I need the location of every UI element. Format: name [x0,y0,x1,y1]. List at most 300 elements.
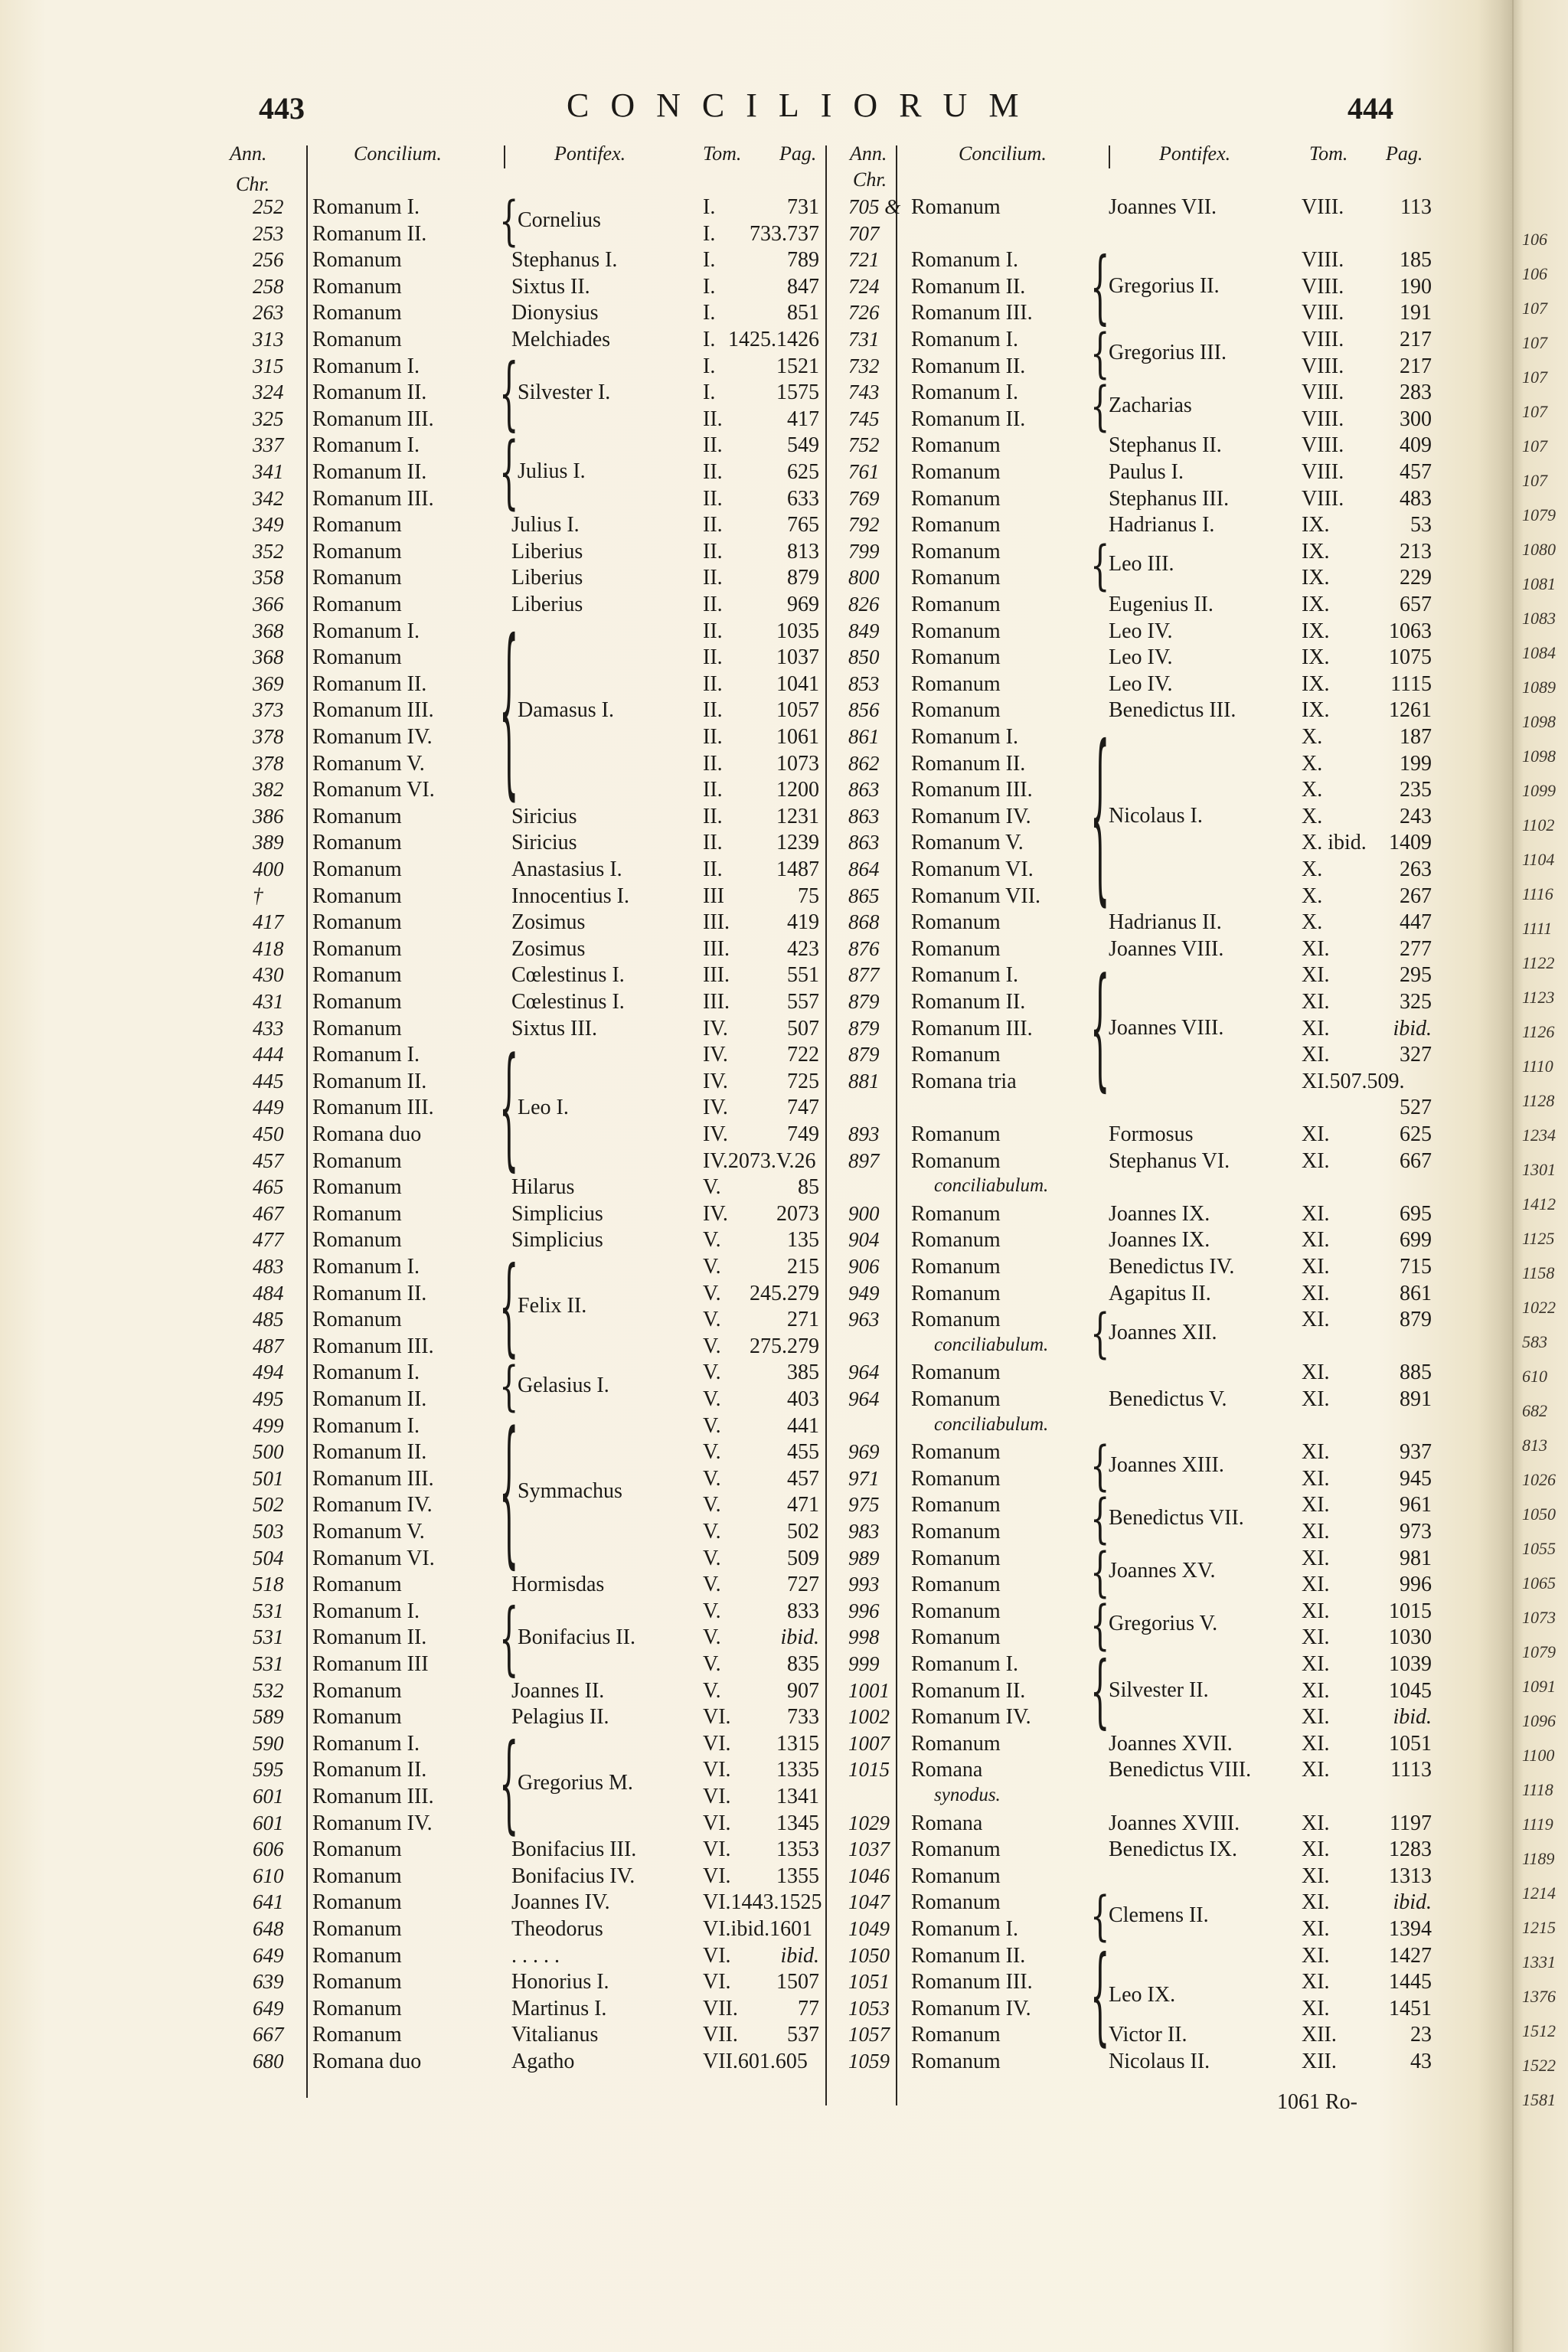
page-cell: 185 [1400,248,1432,273]
tome-cell: II. [703,539,723,564]
pontifex-cell: Innocentius I. [511,884,629,908]
year-cell: 1051 [848,1970,890,1994]
pontifex-cell: Julius I. [511,513,580,537]
edge-number: 610 [1522,1367,1547,1386]
col-header-concilium-right: Concilium. [959,142,1047,165]
tome-cell: III [703,884,724,908]
concilium-cell: Romanum [312,990,402,1014]
tome-cell: IX. [1302,566,1330,590]
page-cell: 1451 [1389,1996,1432,2020]
page-cell: 263 [1400,858,1432,881]
tome-cell: IX. [1302,593,1330,616]
year-cell: 639 [253,1970,284,1994]
concilium-cell: Romanum [911,1148,1001,1173]
page-cell: 243 [1400,804,1432,828]
group-pontifex-label: Felix II. [518,1294,587,1318]
concilium-cell: Romanum [911,195,1001,219]
tome-cell: I. [703,221,716,246]
concilium-cell: Romanum [911,1466,1001,1491]
page-cell: 1345 [776,1811,819,1835]
year-cell: 369 [253,671,284,695]
tome-cell: VIII. [1302,328,1344,351]
tome-cell: I. [703,328,716,351]
page-cell: 1075 [1389,645,1432,670]
group-brace: { [499,605,519,819]
concilium-cell: Romanum [911,1838,1001,1862]
page-cell: 937 [1400,1440,1432,1465]
pontifex-cell: Cœlestinus I. [511,963,625,988]
pontifex-cell: Siricius [511,804,577,828]
pontifex-cell: Sixtus II. [511,274,590,299]
concilium-cell: Romanum I. [911,963,1018,988]
concilium-cell: Romanum [312,513,402,537]
edge-number: 1122 [1522,953,1555,972]
year-cell: 253 [253,221,284,245]
pontifex-cell: Joannes II. [511,1678,605,1703]
year-cell: 386 [253,804,284,828]
concilium-cell: Romanum [911,593,1001,616]
pontifex-cell: Melchiades [511,328,611,351]
pontifex-cell: Simplicius [511,1201,603,1226]
year-cell: 341 [253,460,284,483]
concilium-cell: Romanum [911,513,1001,537]
group-pontifex-label: Silvester I. [518,380,611,404]
year-cell: 1053 [848,1996,890,2020]
page-cell: 113 [1400,195,1432,219]
pontifex-cell: Joannes IX. [1109,1201,1210,1226]
tome-cell: VI.1443.1525 [703,1890,822,1915]
concilium-cell: Romanum [312,1890,402,1915]
tome-cell: XI. [1302,1917,1330,1941]
tome-cell: I. [703,274,716,299]
year-cell: 484 [253,1281,284,1305]
edge-number: 583 [1522,1332,1547,1351]
page-cell: 455 [787,1440,819,1465]
pontifex-cell: Benedictus IV. [1109,1255,1235,1279]
page-cell: 483 [1400,486,1432,511]
year-cell: 503 [253,1520,284,1543]
tome-cell: XI. [1302,1440,1330,1465]
edge-number: 1050 [1522,1504,1556,1524]
page-cell: 235 [1400,778,1432,802]
concilium-cell: Romanum [312,593,402,616]
tome-cell: IX. [1302,513,1330,537]
concilium-cell: Romanum [911,910,1001,935]
concilium-cell: Romanum III. [312,698,434,723]
tome-cell: XI. [1302,1890,1330,1915]
page-cell: 625 [787,460,819,484]
year-cell: 731 [848,328,880,351]
year-cell: 252 [253,195,284,218]
group-brace: { [1090,1646,1110,1738]
year-cell: 531 [253,1652,284,1675]
concilium-cell: Romana tria [911,1069,1017,1093]
year-cell: 324 [253,381,284,404]
concilium-cell: Romanum II. [911,751,1026,776]
tome-cell: XI. [1302,1043,1330,1067]
year-cell: 877 [848,963,880,987]
group-brace: { [1090,1886,1110,1948]
pontifex-cell: Stephanus II. [1109,433,1222,458]
page-cell: 300 [1400,407,1432,431]
concilium-cell: Romanum [911,433,1001,458]
concilium-cell: Romanum II. [312,1440,427,1465]
tome-cell: II. [703,671,723,696]
tome-cell: XI. [1302,1838,1330,1862]
pontifex-cell: Zosimus [511,936,586,961]
edge-number: 1079 [1522,1642,1556,1661]
page-cell: 1057 [776,698,819,723]
page-cell: 1425.1426 [728,328,819,351]
concilium-cell: Romanum [312,1308,402,1332]
page-cell: 1113 [1390,1758,1432,1782]
edge-number: 1080 [1522,540,1556,559]
concilium-cell: Romanum [911,1625,1001,1650]
concilium-cell: Romanum [911,671,1001,696]
tome-cell: IX. [1302,539,1330,564]
year-cell: 263 [253,301,284,325]
page-cell: 191 [1400,301,1432,325]
concilium-cell: Romanum II. [312,1758,427,1782]
year-cell: 904 [848,1228,880,1252]
concilium-cell: Romanum IV. [312,1493,433,1517]
year-cell: 315 [253,354,284,377]
edge-number: 1084 [1522,643,1556,662]
group-pontifex-label: Leo I. [518,1095,569,1119]
concilium-cell: Romanum I. [312,433,420,458]
concilium-cell: Romanum [911,2050,1001,2073]
year-cell: 853 [848,671,880,695]
page-cell: 1427 [1389,1943,1432,1968]
tome-cell: XI. [1302,990,1330,1014]
page-cell: 215 [787,1255,819,1279]
concilium-cell: Romanum [312,1943,402,1968]
col-header-pag-right: Pag. [1386,142,1423,165]
tome-cell: IX. [1302,619,1330,643]
year-cell: 518 [253,1573,284,1596]
tome-cell: V. [703,1466,721,1491]
pontifex-cell: Joannes IV. [511,1890,610,1915]
pontifex-cell: Victor II. [1109,2023,1187,2047]
concilium-cell: Romanum [911,2023,1001,2047]
year-cell: 382 [253,778,284,802]
page-cell: 403 [787,1387,819,1411]
page-cell: 1521 [776,354,819,378]
edge-number: 1158 [1522,1263,1555,1282]
edge-number: 107 [1522,299,1547,318]
concilium-cell: synodus. [934,1785,1001,1805]
edge-number: 107 [1522,436,1547,456]
pontifex-cell: Vitalianus [511,2023,599,2047]
group-brace: { [1090,1542,1110,1603]
concilium-cell: Romanum [911,539,1001,564]
edge-number: 1123 [1522,988,1555,1007]
edge-number: 1096 [1522,1711,1556,1730]
concilium-cell: Romanum I. [312,354,420,378]
tome-cell: IV. [703,1069,728,1093]
concilium-cell: Romanum III. [911,301,1033,325]
concilium-cell: Romanum II. [312,381,427,405]
concilium-cell: Romanum III. [312,486,434,511]
tome-cell: II. [703,858,723,881]
group-brace: { [1090,376,1110,438]
page-cell: 271 [787,1308,819,1332]
tome-cell: X. [1302,884,1323,908]
concilium-cell: Romanum II. [911,1943,1026,1968]
tome-cell: VIII. [1302,354,1344,378]
page-cell: 1115 [1390,671,1432,696]
page-cell: 1283 [1389,1838,1432,1862]
year-cell: 1049 [848,1917,890,1940]
year-cell: 868 [848,910,880,934]
year-cell: 862 [848,751,880,775]
concilium-cell: Romana duo [312,2050,422,2073]
year-cell: 467 [253,1201,284,1225]
tome-cell: IV. [703,1201,728,1226]
page-cell: 509 [787,1546,819,1570]
col-header-ann-right: Ann. [850,142,887,165]
pontifex-cell: Paulus I. [1109,460,1184,484]
concilium-cell: Romanum [312,248,402,273]
concilium-cell: Romanum [312,1016,402,1040]
tome-cell: V. [703,1599,721,1623]
tome-cell: II. [703,751,723,776]
tome-cell: X. [1302,778,1323,802]
tome-cell: X. ibid. [1302,831,1367,855]
group-brace: { [1090,1489,1110,1550]
concilium-cell: Romanum [911,1361,1001,1385]
group-brace: { [1090,710,1110,925]
concilium-cell: Romanum I. [911,725,1018,749]
tome-cell: IX. [1302,671,1330,696]
concilium-cell: Romanum II. [911,354,1026,378]
pontifex-cell: Martinus I. [511,1996,607,2020]
page-cell: 551 [787,963,819,988]
page-cell: 747 [787,1096,819,1120]
edge-number: 1125 [1522,1229,1555,1248]
year-cell: 378 [253,751,284,775]
group-pontifex-label: Damasus I. [518,697,614,722]
tome-cell: VI. [703,1838,731,1862]
year-cell: 998 [848,1625,880,1649]
edge-number: 107 [1522,471,1547,490]
year-cell: 601 [253,1811,284,1834]
col-header-pontifex-left: Pontifex. [554,142,626,165]
concilium-cell: Romanum [312,301,402,325]
group-pontifex-label: Gregorius II. [1109,274,1220,299]
tome-cell: XI. [1302,1678,1330,1703]
year-cell: 1047 [848,1890,890,1914]
page-cell: ibid. [780,1943,819,1968]
tome-cell: VI.ibid.1601 [703,1917,813,1941]
concilium-cell: Romanum [911,936,1001,961]
pontifex-cell: Siricius [511,831,577,855]
year-cell: 485 [253,1308,284,1331]
group-brace: { [499,1723,519,1846]
tome-cell: VI. [703,1705,731,1730]
year-cell: 378 [253,725,284,748]
concilium-cell: Romanum [911,698,1001,723]
year-cell: 595 [253,1758,284,1782]
page-cell: 1335 [776,1758,819,1782]
concilium-cell: Romanum [911,1255,1001,1279]
year-cell: 477 [253,1228,284,1252]
year-cell: 258 [253,274,284,298]
page-cell: 23 [1410,2023,1432,2047]
tome-cell: XI. [1302,1573,1330,1597]
concilium-cell: Romanum [911,1201,1001,1226]
group-pontifex-label: Benedictus VII. [1109,1506,1244,1530]
concilium-cell: Romanum [312,274,402,299]
concilium-cell: Romanum III [312,1652,429,1676]
page-cell: 851 [787,301,819,325]
year-cell: 501 [253,1466,284,1490]
group-brace: { [1090,535,1110,597]
tome-cell: I. [703,354,716,378]
tome-cell: V. [703,1440,721,1465]
edge-number: 1102 [1522,815,1555,835]
year-cell: 1015 [848,1758,890,1782]
edge-number: 1091 [1522,1677,1556,1696]
year-cell: 1001 [848,1678,890,1702]
pontifex-cell: Hadrianus II. [1109,910,1222,935]
page-cell: 733.737 [750,221,819,246]
rule-left-1 [306,145,308,2098]
tome-cell: XII. [1302,2050,1337,2073]
page-cell: 1039 [1389,1652,1432,1676]
concilium-cell: Romanum I. [911,381,1018,405]
page-cell: 1015 [1389,1599,1432,1623]
page-cell: 267 [1400,884,1432,908]
edge-number: 1234 [1522,1125,1556,1145]
concilium-cell: Romanum III. [312,1096,434,1120]
year-cell: 430 [253,963,284,987]
page-cell: 1030 [1389,1625,1432,1650]
year-cell: 417 [253,910,284,934]
year-cell: 450 [253,1122,284,1145]
page-cell: 1353 [776,1838,819,1862]
tome-cell: VII. [703,2023,738,2047]
page-cell: 135 [787,1228,819,1253]
year-cell: 726 [848,301,880,325]
concilium-cell: Romanum [312,1970,402,1994]
pontifex-cell: Stephanus III. [1109,486,1230,511]
concilium-cell: Romanum I. [911,1652,1018,1676]
year-cell: 1029 [848,1811,890,1834]
page-cell: 1041 [776,671,819,696]
pontifex-cell: Joannes VII. [1109,195,1217,219]
tome-cell: XI. [1302,1520,1330,1544]
tome-cell: XI. [1302,1387,1330,1411]
pontifex-cell: Liberius [511,593,583,616]
pontifex-cell: Agapitus II. [1109,1281,1211,1305]
tome-cell: XI. [1302,1201,1330,1226]
tome-cell: II. [703,486,723,511]
concilium-cell: Romanum [911,1043,1001,1067]
pontifex-cell: Bonifacius III. [511,1838,637,1862]
tome-cell: IV. [703,1122,728,1146]
page-number-left: 443 [259,91,305,126]
year-cell: 863 [848,804,880,828]
pontifex-cell: Stephanus VI. [1109,1148,1230,1173]
year-cell: 975 [848,1493,880,1517]
edge-number: 1189 [1522,1849,1555,1868]
year-cell: 897 [848,1148,880,1172]
concilium-cell: Romanum II. [911,274,1026,299]
edge-number: 1099 [1522,781,1556,800]
pontifex-cell: Joannes IX. [1109,1228,1210,1253]
tome-cell: XI. [1302,1625,1330,1650]
year-cell: 358 [253,566,284,590]
tome-cell: VI. [703,1785,731,1808]
edge-number: 107 [1522,368,1547,387]
tome-cell: IV. [703,1096,728,1120]
edge-number: 1110 [1522,1057,1553,1076]
tome-cell: XI. [1302,1864,1330,1888]
page-cell: 1341 [776,1785,819,1808]
year-cell: 879 [848,1016,880,1040]
year-cell: 433 [253,1016,284,1040]
rule-center [825,145,827,2105]
year-cell: † [253,884,263,907]
tome-cell: VI. [703,1811,731,1835]
tome-cell: XI. [1302,1361,1330,1385]
group-pontifex-label: Joannes VIII. [1109,1015,1224,1040]
page-cell: 1197 [1390,1811,1432,1835]
year-cell: 606 [253,1838,284,1861]
tome-cell: VI. [703,1943,731,1968]
year-cell: 337 [253,433,284,457]
year-cell: 504 [253,1546,284,1570]
page-cell: 1035 [776,619,819,643]
tome-cell: V. [703,1520,721,1544]
year-cell: 1050 [848,1943,890,1967]
group-brace: { [1090,953,1110,1106]
page-cell: 53 [1410,513,1432,537]
page-cell: 1355 [776,1864,819,1888]
page-cell: 1409 [1389,831,1432,855]
concilium-cell: Romanum [312,1175,402,1200]
page-cell: 727 [787,1573,819,1597]
page-cell: 731 [787,195,819,219]
group-pontifex-label: Joannes XIII. [1109,1452,1224,1477]
page-cell: 1445 [1389,1970,1432,1994]
tome-cell: VIII. [1302,407,1344,431]
concilium-cell: Romanum II. [312,671,427,696]
page-cell: 695 [1400,1201,1432,1226]
pontifex-cell: Stephanus I. [511,248,618,273]
edge-number: 1116 [1522,884,1553,903]
rule-right-1 [896,145,897,2105]
tome-cell: XI. [1302,1705,1330,1730]
pontifex-cell: Cœlestinus I. [511,990,625,1014]
page-cell: 409 [1400,433,1432,458]
concilium-cell: Romanum V. [312,751,425,776]
page-cell: 813 [787,539,819,564]
tome-cell: I. [703,195,716,219]
tome-cell: I. [703,381,716,405]
year-cell: 256 [253,248,284,272]
edge-number: 1215 [1522,1918,1556,1937]
tome-cell: V. [703,1361,721,1385]
tome-cell: II. [703,513,723,537]
page-cell: 885 [1400,1361,1432,1385]
tome-cell: II. [703,778,723,802]
concilium-cell: Romanum VI. [911,858,1034,881]
concilium-cell: Romanum [911,460,1001,484]
year-cell: 752 [848,433,880,457]
concilium-cell: Romanum V. [312,1520,425,1544]
